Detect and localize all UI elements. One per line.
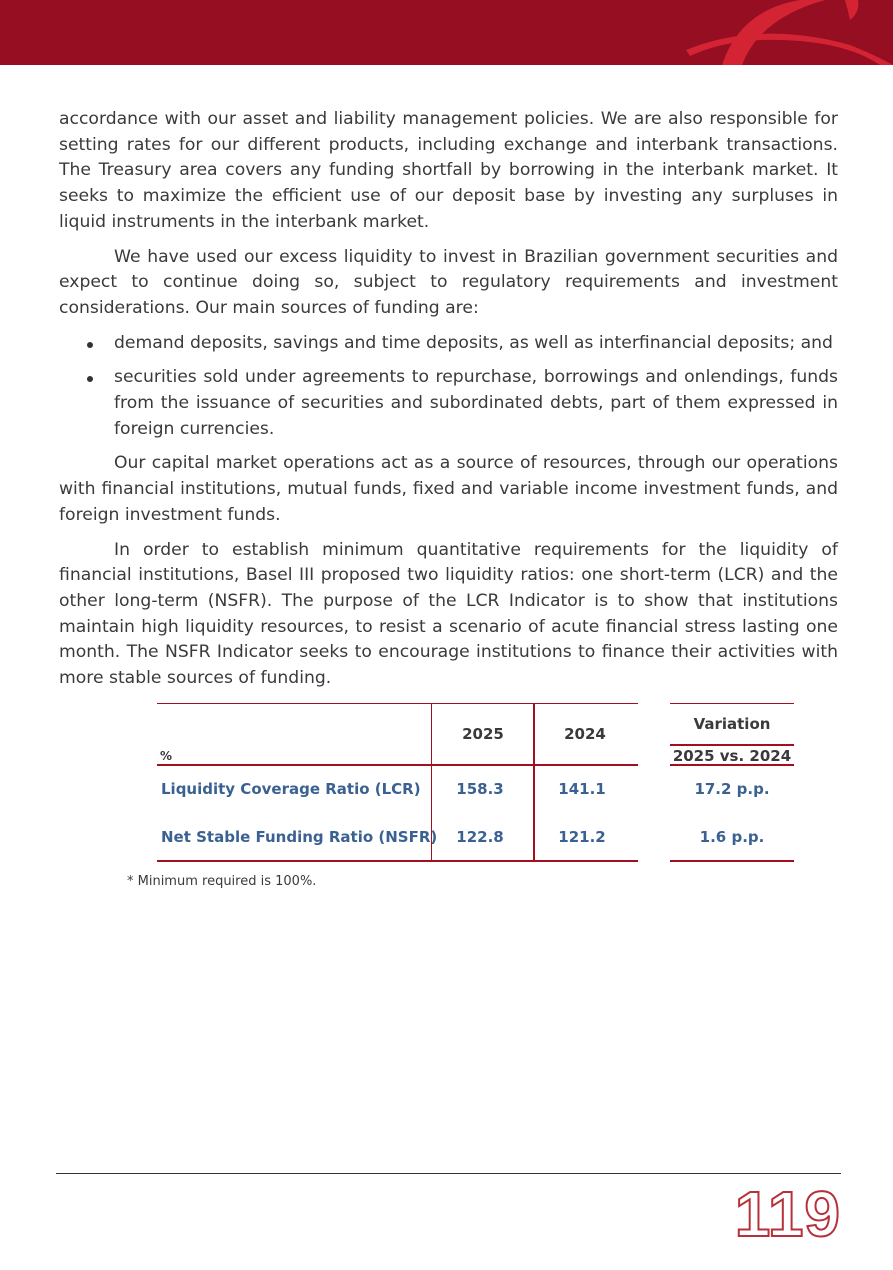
header-band xyxy=(0,0,893,65)
variation-bottom-rule xyxy=(670,860,794,862)
page-number: 119 xyxy=(734,1178,841,1250)
lcr-2025-value: 158.3 xyxy=(456,780,504,798)
paragraph-treasury: accordance with our asset and liability management policies. We are also responsible for setting rates for our different products, including exchange and interbank transactions. The Treasury area covers any funding shortfall by borrowing in the interbank market. It seeks to maximize the efficient use of our deposit base by investing any surpluses in liquid instruments in the interbank market. xyxy=(59,109,838,232)
funding-sources-list xyxy=(59,331,838,443)
variation-top-rule xyxy=(670,703,794,704)
table-header-rule xyxy=(157,764,638,766)
nsfr-2025-value: 122.8 xyxy=(456,828,504,846)
paragraph-capital-market: Our capital market operations act as a source of resources, through our operations with financial institutions, mutual funds, fixed and variable income investment funds, and foreign investment funds. xyxy=(59,453,838,525)
footer-divider xyxy=(56,1173,841,1174)
column-header-variation: Variation xyxy=(693,715,771,733)
list-item-text: demand deposits, savings and time deposits, as well as interfinancial deposits; and xyxy=(114,332,833,353)
paragraph-excess-liquidity: We have used our excess liquidity to invest in Brazilian government securities and expect to continue doing so, subject to regulatory requirements and investment considerations. Our main sources of funding are: xyxy=(59,246,838,318)
list-item xyxy=(59,331,838,357)
table-footnote: * Minimum required is 100%. xyxy=(127,874,317,889)
table-top-rule xyxy=(157,703,638,704)
column-divider xyxy=(431,703,432,764)
row-label-nsfr: Net Stable Funding Ratio (NSFR) xyxy=(161,828,438,846)
column-header-2025: 2025 xyxy=(462,725,504,743)
row-label-lcr: Liquidity Coverage Ratio (LCR) xyxy=(161,780,421,798)
table-bottom-rule xyxy=(157,860,638,862)
bullet-icon xyxy=(87,342,93,348)
nsfr-variation-value: 1.6 p.p. xyxy=(699,828,765,846)
lcr-2024-value: 141.1 xyxy=(558,780,606,798)
column-subheader-variation: 2025 vs. 2024 xyxy=(672,747,792,765)
paragraph-basel-iii: In order to establish minimum quantitative requirements for the liquidity of financial institutions, Basel III proposed two liquidity ratios: one short-term (LCR) and the other long-term (NSFR). The purpose of the LCR Indicator is to show that institutions maintain high liquidity resources, to resist a scenario of acute financial stress lasting one month. The NSFR Indicator seeks to encourage institutions to finance their activities with more stable sources of funding. xyxy=(59,539,838,689)
header-swoosh-decoration xyxy=(0,0,893,65)
liquidity-ratios-table xyxy=(157,703,794,863)
bullet-icon xyxy=(87,376,93,382)
unit-label: % xyxy=(160,749,173,763)
nsfr-2024-value: 121.2 xyxy=(558,828,606,846)
lcr-variation-value: 17.2 p.p. xyxy=(694,780,770,798)
column-header-2024: 2024 xyxy=(564,725,606,743)
list-item-text: securities sold under agreements to repurchase, borrowings and onlendings, funds from the issuance of securities and subordinated debts, part of them expressed in foreign currencies. xyxy=(114,367,838,439)
list-item xyxy=(59,365,838,442)
variation-sub-rule xyxy=(670,744,794,746)
body-content xyxy=(59,107,838,701)
